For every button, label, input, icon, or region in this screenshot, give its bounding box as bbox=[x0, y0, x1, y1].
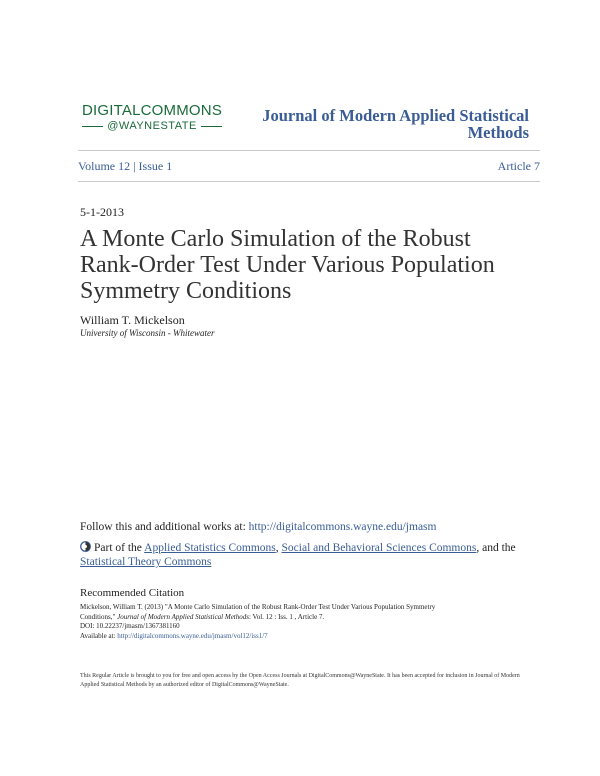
citation-available bbox=[80, 632, 530, 642]
citation-doi: DOI: 10.22237/jmasm/1367381160 bbox=[80, 622, 180, 630]
journal-title[interactable]: Journal of Modern Applied Statistical Methods bbox=[262, 106, 529, 143]
logo-dash-right bbox=[201, 126, 222, 127]
available-prefix: Available at: bbox=[80, 631, 118, 640]
citation-line2 bbox=[80, 613, 530, 623]
publication-date: 5-1-2013 bbox=[80, 205, 124, 219]
applied-statistics-link[interactable]: Applied Statistics Commons bbox=[144, 542, 276, 554]
logo-line2: @WAYNESTATE bbox=[107, 120, 197, 132]
network-icon bbox=[80, 541, 91, 552]
follow-link[interactable]: http://digitalcommons.wayne.edu/jmasm bbox=[248, 521, 437, 533]
recommended-citation bbox=[80, 603, 530, 641]
author-name: William T. Mickelson bbox=[80, 313, 185, 327]
issue-link[interactable]: Issue 1 bbox=[138, 158, 173, 173]
part-of-prefix: Part of the bbox=[94, 542, 145, 554]
recommended-citation-heading: Recommended Citation bbox=[80, 587, 185, 599]
volume-separator: | bbox=[130, 158, 139, 173]
logo-line1: DIGITALCOMMONS bbox=[82, 102, 223, 119]
volume-issue-bar bbox=[78, 150, 540, 182]
article-title: A Monte Carlo Simulation of the Robust Rank-Order Test Under Various Population Symmetry Conditions bbox=[80, 226, 495, 304]
follow-line bbox=[80, 521, 436, 533]
access-notice: This Regular Article is brought to you for free and open access by the Open Access Journals at DigitalCommons@WayneState. It has been accepted for inclusion in Journal of Modern Applied Statistical Methods by an authorized editor of DigitalCommons@WayneState. bbox=[80, 673, 520, 688]
article-number-link[interactable]: Article 7 bbox=[497, 158, 540, 173]
citation-line2-a: Conditions," bbox=[80, 612, 118, 621]
citation-journal: Journal of Modern Applied Statistical Methods bbox=[117, 612, 249, 621]
digitalcommons-logo bbox=[82, 102, 222, 132]
citation-line1: Mickelson, William T. (2013) "A Monte Carlo Simulation of the Robust Rank-Order Test Under Various Population Symmetry bbox=[80, 603, 436, 611]
volume-issue bbox=[78, 159, 172, 174]
logo-dash-left bbox=[82, 126, 103, 127]
follow-text: Follow this and additional works at: bbox=[80, 521, 249, 533]
volume-link[interactable]: Volume 12 bbox=[78, 158, 131, 173]
author-affiliation: University of Wisconsin - Whitewater bbox=[80, 328, 215, 338]
part-of-line bbox=[80, 541, 530, 569]
available-link[interactable]: http://digitalcommons.wayne.edu/jmasm/vol12/iss1/7 bbox=[117, 631, 268, 640]
part-of-conjunction: , and the bbox=[476, 542, 516, 554]
statistical-theory-link[interactable]: Statistical Theory Commons bbox=[80, 556, 212, 568]
social-behavioral-link[interactable]: Social and Behavioral Sciences Commons bbox=[281, 542, 477, 554]
citation-line2-b: : Vol. 12 : Iss. 1 , Article 7. bbox=[248, 612, 325, 621]
part-of-comma: , bbox=[275, 542, 282, 554]
